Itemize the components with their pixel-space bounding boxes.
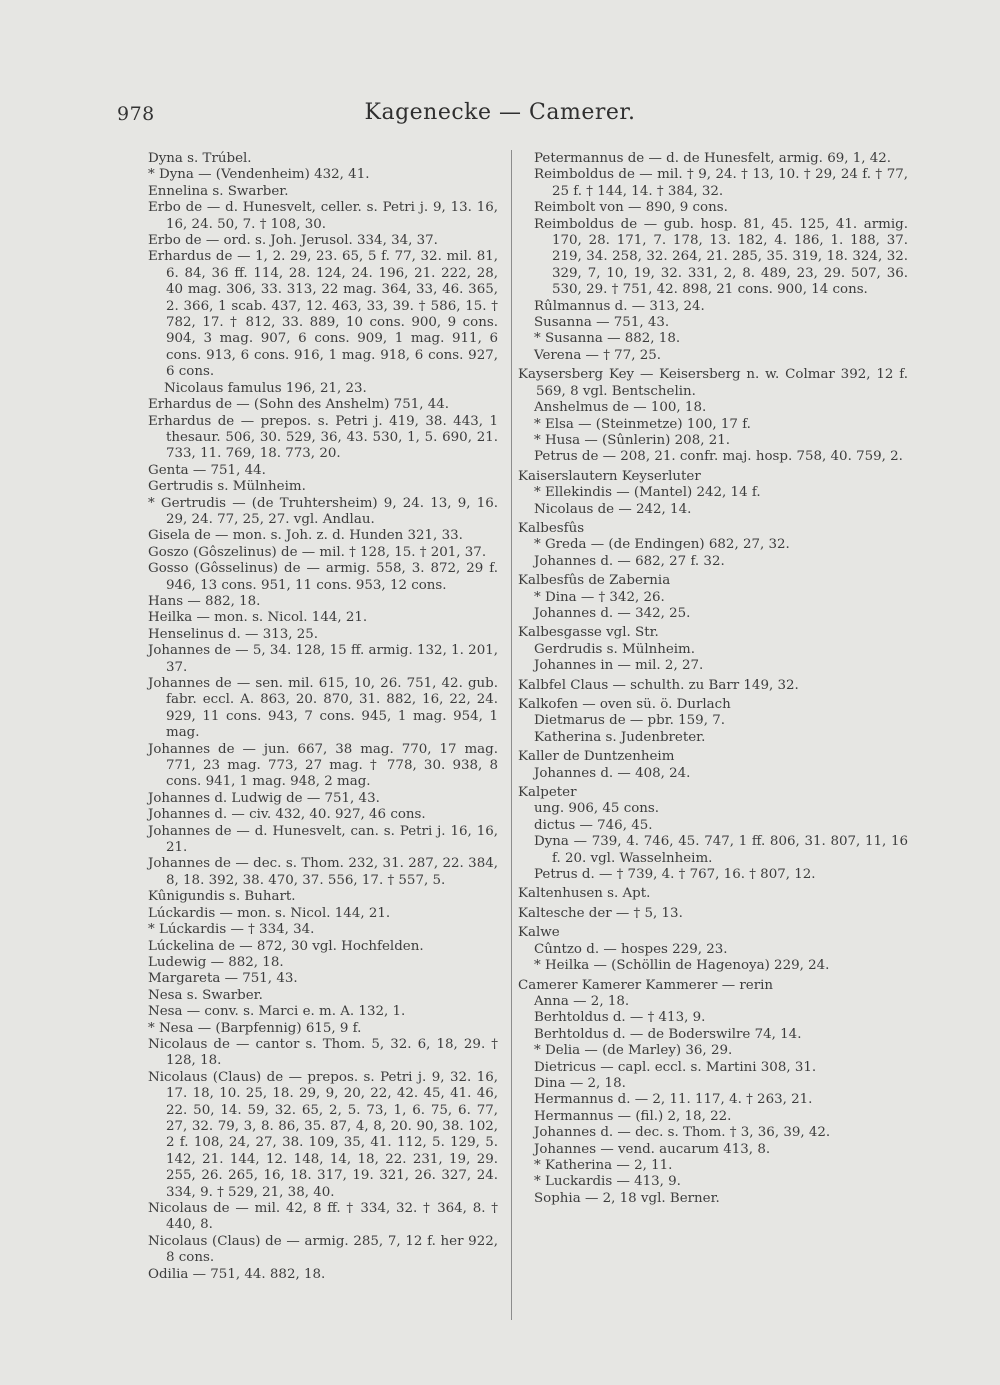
index-entry: Dina — 2, 18. [534,1075,626,1091]
index-entry: Ludewig — 882, 18. [148,954,284,970]
index-entry: Katherina s. Judenbreter. [534,729,706,745]
index-entry: Dyna — 739, 4. 746, 45. 747, 1 ff. 806, 31. 807, 11, 16 f. 20. vgl. Wasselnheim. [534,834,908,866]
index-entry: Erhardus de — (Sohn des Anshelm) 751, 44. [148,397,450,413]
index-entry: Gertrudis s. Mülnheim. [148,479,306,495]
index-entry: * Dyna — (Vendenheim) 432, 41. [148,167,370,183]
index-entry: Johannes in — mil. 2, 27. [534,658,704,674]
index-heading: Kalbesfûs [518,520,585,536]
index-entry: Johannes d. — 682, 27 f. 32. [534,553,725,569]
index-heading: Kalkofen — oven sü. ö. Durlach [518,697,731,712]
index-entry: * Lúckardis — † 334, 34. [148,922,315,938]
index-entry: Lúckelina de — 872, 30 vgl. Hochfelden. [148,938,424,954]
index-heading: Kalbfel Claus — schulth. zu Barr 149, 32. [518,677,799,693]
index-entry: Nicolaus (Claus) de — armig. 285, 7, 12 f. her 922, 8 cons. [148,1233,498,1266]
index-entry: Dyna s. Trúbel. [148,151,252,166]
index-entry: Anna — 2, 18. [534,993,630,1009]
index-entry: * Ellekindis — (Mantel) 242, 14 f. [534,485,761,501]
index-entry: Genta — 751, 44. [148,462,266,478]
index-entry: * Nesa — (Barpfennig) 615, 9 f. [148,1020,362,1036]
index-entry: Johannes de — jun. 667, 38 mag. 770, 17 mag. 771, 23 mag. 773, 27 mag. † 778, 30. 938, 8 cons. 941, 1 mag. 948, 2 mag. [148,741,498,790]
index-entry: * Greda — (de Endingen) 682, 27, 32. [534,537,790,553]
index-entry: Johannes d. — 408, 24. [534,765,691,781]
index-entry: Heilka — mon. s. Nicol. 144, 21. [148,610,368,626]
column-divider [511,150,512,1320]
index-entry: Goszo (Gôszelinus) de — mil. † 128, 15. † 201, 37. [148,544,487,560]
index-entry: Nicolaus (Claus) de — prepos. s. Petri j. 9, 32. 16, 17. 18, 10. 25, 18. 29, 9, 20, 22, 42. 45, 41. 46, 22. 50, 14. 59, 32. 65, 2, 5. 73, 1, 6. 75, 6. 77, 27, 32. 79, 3, 8. 86, 35. 87, 4, 8, 20. 90, 38. 102, 2 f. 108, 24, 27, 38. 109, 35, 41. 112, 5. 129, 5. 142, 21. 144, 12. 148, 14, 18, 22. 231, 19, 29. 255, 26. 265, 16, 18. 317, 19. 321, 26. 327, 24. 334, 9. † 529, 21, 38, 40. [148,1069,498,1200]
index-entry: Anshelmus de — 100, 18. [534,400,707,416]
index-entry: Hans — 882, 18. [148,593,261,609]
index-entry: Nicolaus de — cantor s. Thom. 5, 32. 6, 18, 29. † 128, 18. [148,1036,498,1069]
index-entry: Petrus d. — † 739, 4. † 767, 16. † 807, 12. [534,867,816,883]
index-entry: Nesa — conv. s. Marci e. m. A. 132, 1. [148,1004,406,1020]
index-entry: * Susanna — 882, 18. [534,331,681,347]
index-entry: * Luckardis — 413, 9. [534,1174,681,1190]
index-entry: Johannes de — dec. s. Thom. 232, 31. 287, 22. 384, 8, 18. 392, 38. 470, 37. 556, 17. † 557, 5. [148,856,498,888]
index-entry: Petermannus de — d. de Hunesfelt, armig. 69, 1, 42. [534,151,892,166]
index-heading: Kaiserslautern Keyserluter [518,468,701,484]
index-entry: Johannes d. — civ. 432, 40. 927, 46 cons. [148,807,426,823]
index-heading: Kaysersberg Key — Keisersberg n. w. Colmar 392, 12 f. 569, 8 vgl. Bentschelin. [518,367,908,399]
index-entry: Nesa s. Swarber. [148,987,263,1003]
index-heading: Kalbesgasse vgl. Str. [518,625,659,641]
right-column [518,151,908,1207]
index-entry: * Delia — (de Marley) 36, 29. [534,1043,733,1059]
index-entry: Odilia — 751, 44. 882, 18. [148,1266,326,1282]
index-entry: Johannes d. — dec. s. Thom. † 3, 36, 39, 42. [534,1125,831,1141]
index-entry: Kûnigundis s. Buhart. [148,889,296,905]
index-heading: Kalbesfûs de Zabernia [518,573,671,589]
index-entry: * Elsa — (Steinmetze) 100, 17 f. [534,416,751,432]
index-entry: Lúckardis — mon. s. Nicol. 144, 21. [148,905,391,921]
index-entry: Hermannus — (fil.) 2, 18, 22. [534,1108,732,1124]
index-entry: Sophia — 2, 18 vgl. Berner. [534,1190,720,1206]
index-entry: Reimboldus de — gub. hosp. 81, 45. 125, 41. armig. 170, 28. 171, 7. 178, 13. 182, 4. 186, 1. 188, 37. 219, 34. 258, 32. 264, 21. 285, 35. 319, 18. 324, 32. 329, 7, 10, 19, 32. 331, 2, 8. 489, 23, 29. 507, 36. 530, 29. † 751, 42. 898, 21 cons. 900, 14 cons. [534,216,908,298]
index-entry: Johannes de — d. Hunesvelt, can. s. Petri j. 16, 16, 21. [148,823,498,856]
index-entry: Ennelina s. Swarber. [148,183,289,199]
index-entry: Susanna — 751, 43. [534,315,670,331]
index-heading: Kaltesche der — † 5, 13. [518,905,683,921]
page-number: 978 [117,103,155,125]
index-entry: * Dina — † 342, 26. [534,589,665,605]
index-entry: Gerdrudis s. Mülnheim. [534,641,696,657]
index-entry: Dietricus — capl. eccl. s. Martini 308, 31. [534,1059,817,1075]
index-entry: * Heilka — (Schöllin de Hagenoya) 229, 24. [534,958,830,974]
index-entry: Henselinus d. — 313, 25. [148,626,319,642]
index-entry: ung. 906, 45 cons. [534,801,660,817]
index-entry: Erhardus de — prepos. s. Petri j. 419, 38. 443, 1 thesaur. 506, 30. 529, 36, 43. 530, 1, 5. 690, 21. 733, 11. 769, 18. 773, 20. [148,413,498,462]
index-entry: Johannes de — sen. mil. 615, 10, 26. 751, 42. gub. fabr. eccl. A. 863, 20. 870, 31. 882, 16, 22, 24. 929, 11 cons. 943, 7 cons. 945, 1 mag. 954, 1 mag. [148,676,498,741]
index-entry: Erbo de — ord. s. Joh. Jerusol. 334, 34, 37. [148,233,438,249]
index-entry: Gisela de — mon. s. Joh. z. d. Hunden 321, 33. [148,528,463,544]
index-entry: Nicolaus famulus 196, 21, 23. [164,380,367,396]
index-entry: Erhardus de — 1, 2. 29, 23. 65, 5 f. 77, 32. mil. 81, 6. 84, 36 ff. 114, 28. 124, 24. 196, 21. 222, 28, 40 mag. 306, 33. 313, 22 mag. 364, 33, 46. 365, 2. 366, 1 scab. 437, 12. 463, 33, 39. † 586, 15. † 782, 17. † 812, 33. 889, 10 cons. 900, 9 cons. 904, 3 mag. 907, 6 cons. 909, 1 mag. 911, 6 cons. 913, 6 cons. 916, 1 mag. 918, 6 cons. 927, 6 cons. [148,249,498,380]
index-entry: * Husa — (Sûnlerin) 208, 21. [534,432,731,448]
index-entry: Johannes d. — 342, 25. [534,605,691,621]
left-column [148,151,498,1283]
index-heading: Kalpeter [518,785,577,801]
index-heading: Kaltenhusen s. Apt. [518,886,651,902]
index-entry: Berhtoldus d. — de Boderswilre 74, 14. [534,1026,802,1042]
index-entry: Margareta — 751, 43. [148,971,298,987]
index-entry: Johannes de — 5, 34. 128, 15 ff. armig. 132, 1. 201, 37. [148,643,498,675]
index-entry: Petrus de — 208, 21. confr. maj. hosp. 758, 40. 759, 2. [534,449,903,465]
index-entry: * Katherina — 2, 11. [534,1157,673,1173]
running-head: Kagenecke — Camerer. [364,100,636,125]
index-entry: Erbo de — d. Hunesvelt, celler. s. Petri j. 9, 13. 16, 16, 24. 50, 7. † 108, 30. [148,200,498,232]
index-entry: Nicolaus de — 242, 14. [534,501,692,517]
index-heading: Camerer Kamerer Kammerer — rerin [518,977,773,993]
index-entry: Dietmarus de — pbr. 159, 7. [534,713,725,729]
index-entry: dictus — 746, 45. [534,817,653,833]
index-heading: Kalwe [518,925,560,941]
index-entry: Nicolaus de — mil. 42, 8 ff. † 334, 32. † 364, 8. † 440, 8. [148,1201,498,1233]
index-entry: Berhtoldus d. — † 413, 9. [534,1010,706,1026]
index-heading: Kaller de Duntzenheim [518,749,675,765]
index-entry: * Gertrudis — (de Truhtersheim) 9, 24. 13, 9, 16. 29, 24. 77, 25, 27. vgl. Andlau. [148,495,498,527]
index-entry: Reimbolt von — 890, 9 cons. [534,200,728,216]
index-entry: Reimboldus de — mil. † 9, 24. † 13, 10. † 29, 24 f. † 77, 25 f. † 144, 14. † 384, 32. [534,167,908,199]
index-entry: Cûntzo d. — hospes 229, 23. [534,941,728,957]
index-entry: Johannes d. Ludwig de — 751, 43. [148,790,380,806]
index-entry: Gosso (Gôsselinus) de — armig. 558, 3. 872, 29 f. 946, 13 cons. 951, 11 cons. 953, 12 cons. [148,561,498,593]
index-entry: Johannes — vend. aucarum 413, 8. [534,1141,771,1157]
index-entry: Hermannus d. — 2, 11. 117, 4. † 263, 21. [534,1092,813,1108]
index-entry: Rûlmannus d. — 313, 24. [534,298,705,314]
index-entry: Verena — † 77, 25. [534,347,662,363]
